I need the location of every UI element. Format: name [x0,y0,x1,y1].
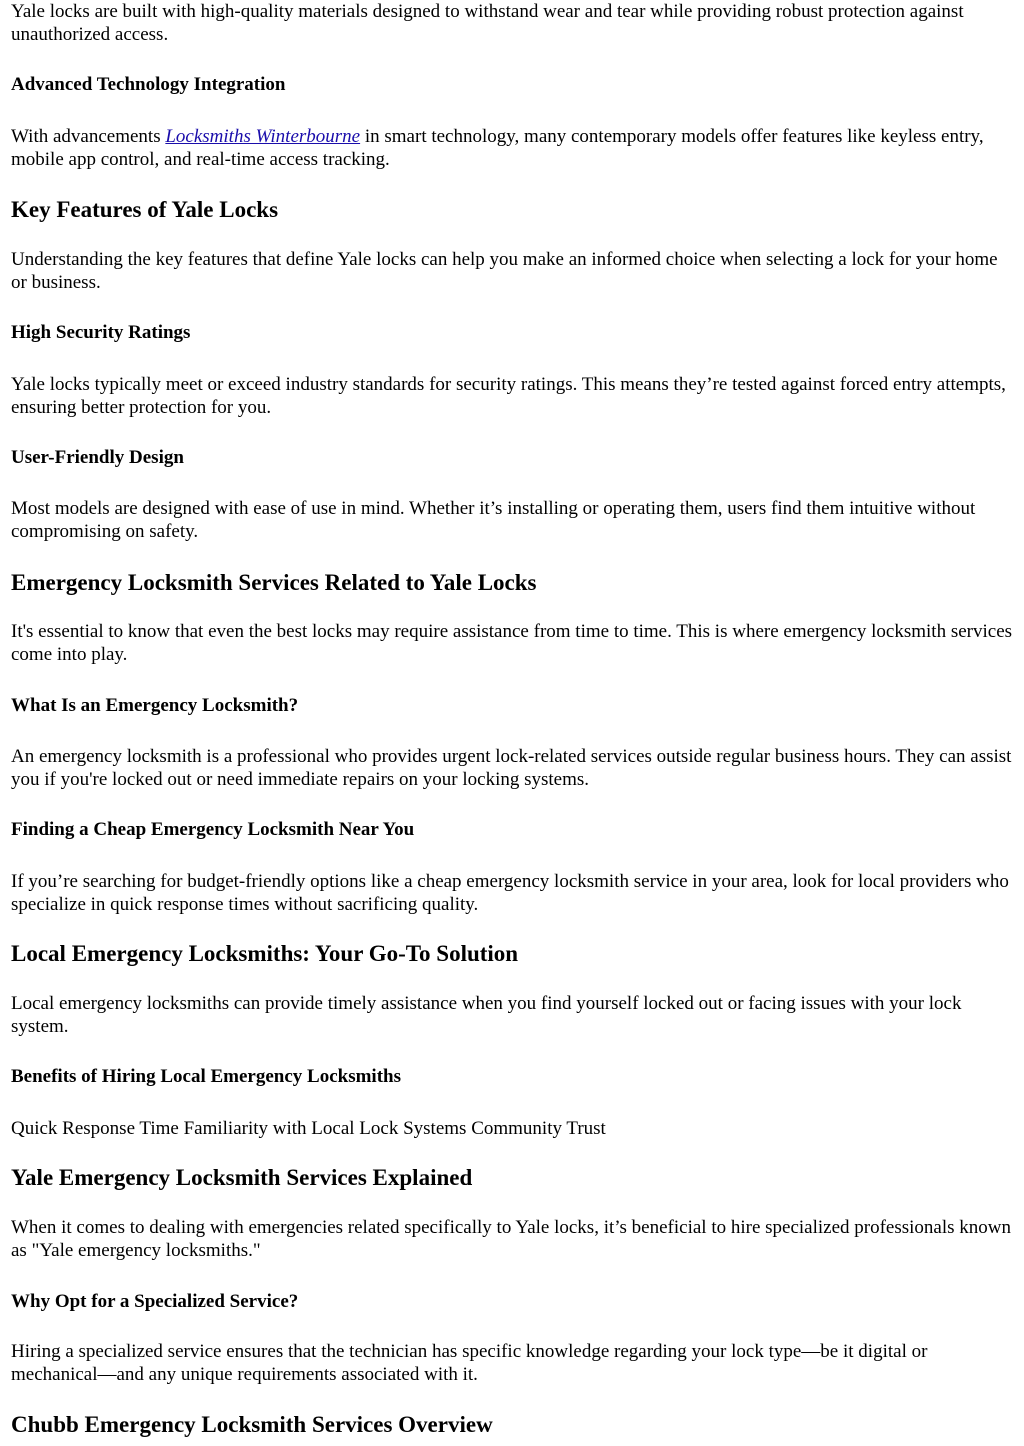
heading-user-friendly: User-Friendly Design [11,447,184,468]
paragraph-emergency-related: It's essential to know that even the best locks may require assistance from time to time. This is where emergency locksmith services come into play. [11,621,1013,665]
paragraph-why-opt: Hiring a specialized service ensures that the technician has specific knowledge regarding your lock type—be it digital or mechanical—and any unique requirements associated with it. [11,1341,928,1385]
paragraph-finding-cheap: If you’re searching for budget-friendly options like a cheap emergency locksmith service in your area, look for local providers who specialize in quick response times without sacrificing quality. [11,871,1009,915]
heading-emergency-related: Emergency Locksmith Services Related to Yale Locks [11,570,537,595]
heading-advanced-technology: Advanced Technology Integration [11,74,286,95]
heading-why-opt: Why Opt for a Specialized Service? [11,1291,299,1312]
paragraph-benefits: Quick Response Time Familiarity with Local Lock Systems Community Trust [11,1118,606,1139]
paragraph-what-is-emergency-locksmith: An emergency locksmith is a professional who provides urgent lock-related services outside regular business hours. They can assist you if you're locked out or need immediate repairs on your locking systems. [11,746,1012,790]
heading-yale-explained: Yale Emergency Locksmith Services Explained [11,1165,473,1190]
paragraph-advanced-text-after: in smart technology, many contemporary models offer features like keyless entry, mobile app control, and real-time access tracking. [11,126,984,170]
heading-local-emergency: Local Emergency Locksmiths: Your Go-To Solution [11,941,519,966]
paragraph-advanced-text-before: With advancements [11,126,166,147]
paragraph-advanced-technology [11,125,1017,171]
heading-what-is-emergency-locksmith: What Is an Emergency Locksmith? [11,695,299,716]
heading-chubb: Chubb Emergency Locksmith Services Overview [11,1412,493,1437]
paragraph-key-features: Understanding the key features that define Yale locks can help you make an informed choice when selecting a lock for your home or business. [11,249,998,293]
paragraph-yale-materials: Yale locks are built with high-quality materials designed to withstand wear and tear while providing robust protection against unauthorized access. [11,1,964,45]
paragraph-local-emergency: Local emergency locksmiths can provide timely assistance when you find yourself locked out or facing issues with your lock system. [11,993,962,1037]
paragraph-yale-explained: When it comes to dealing with emergencies related specifically to Yale locks, it’s beneficial to hire specialized professionals known as "Yale emergency locksmiths." [11,1217,1012,1261]
paragraph-user-friendly: Most models are designed with ease of use in mind. Whether it’s installing or operating them, users find them intuitive without compromising on safety. [11,498,976,542]
heading-high-security: High Security Ratings [11,322,191,343]
heading-finding-cheap: Finding a Cheap Emergency Locksmith Near You [11,819,415,840]
locksmiths-winterbourne-link[interactable]: Locksmiths Winterbourne [165,126,361,147]
paragraph-high-security: Yale locks typically meet or exceed industry standards for security ratings. This means they’re tested against forced entry attempts, ensuring better protection for you. [11,374,1006,418]
heading-key-features: Key Features of Yale Locks [11,197,279,222]
heading-benefits: Benefits of Hiring Local Emergency Locksmiths [11,1066,401,1087]
